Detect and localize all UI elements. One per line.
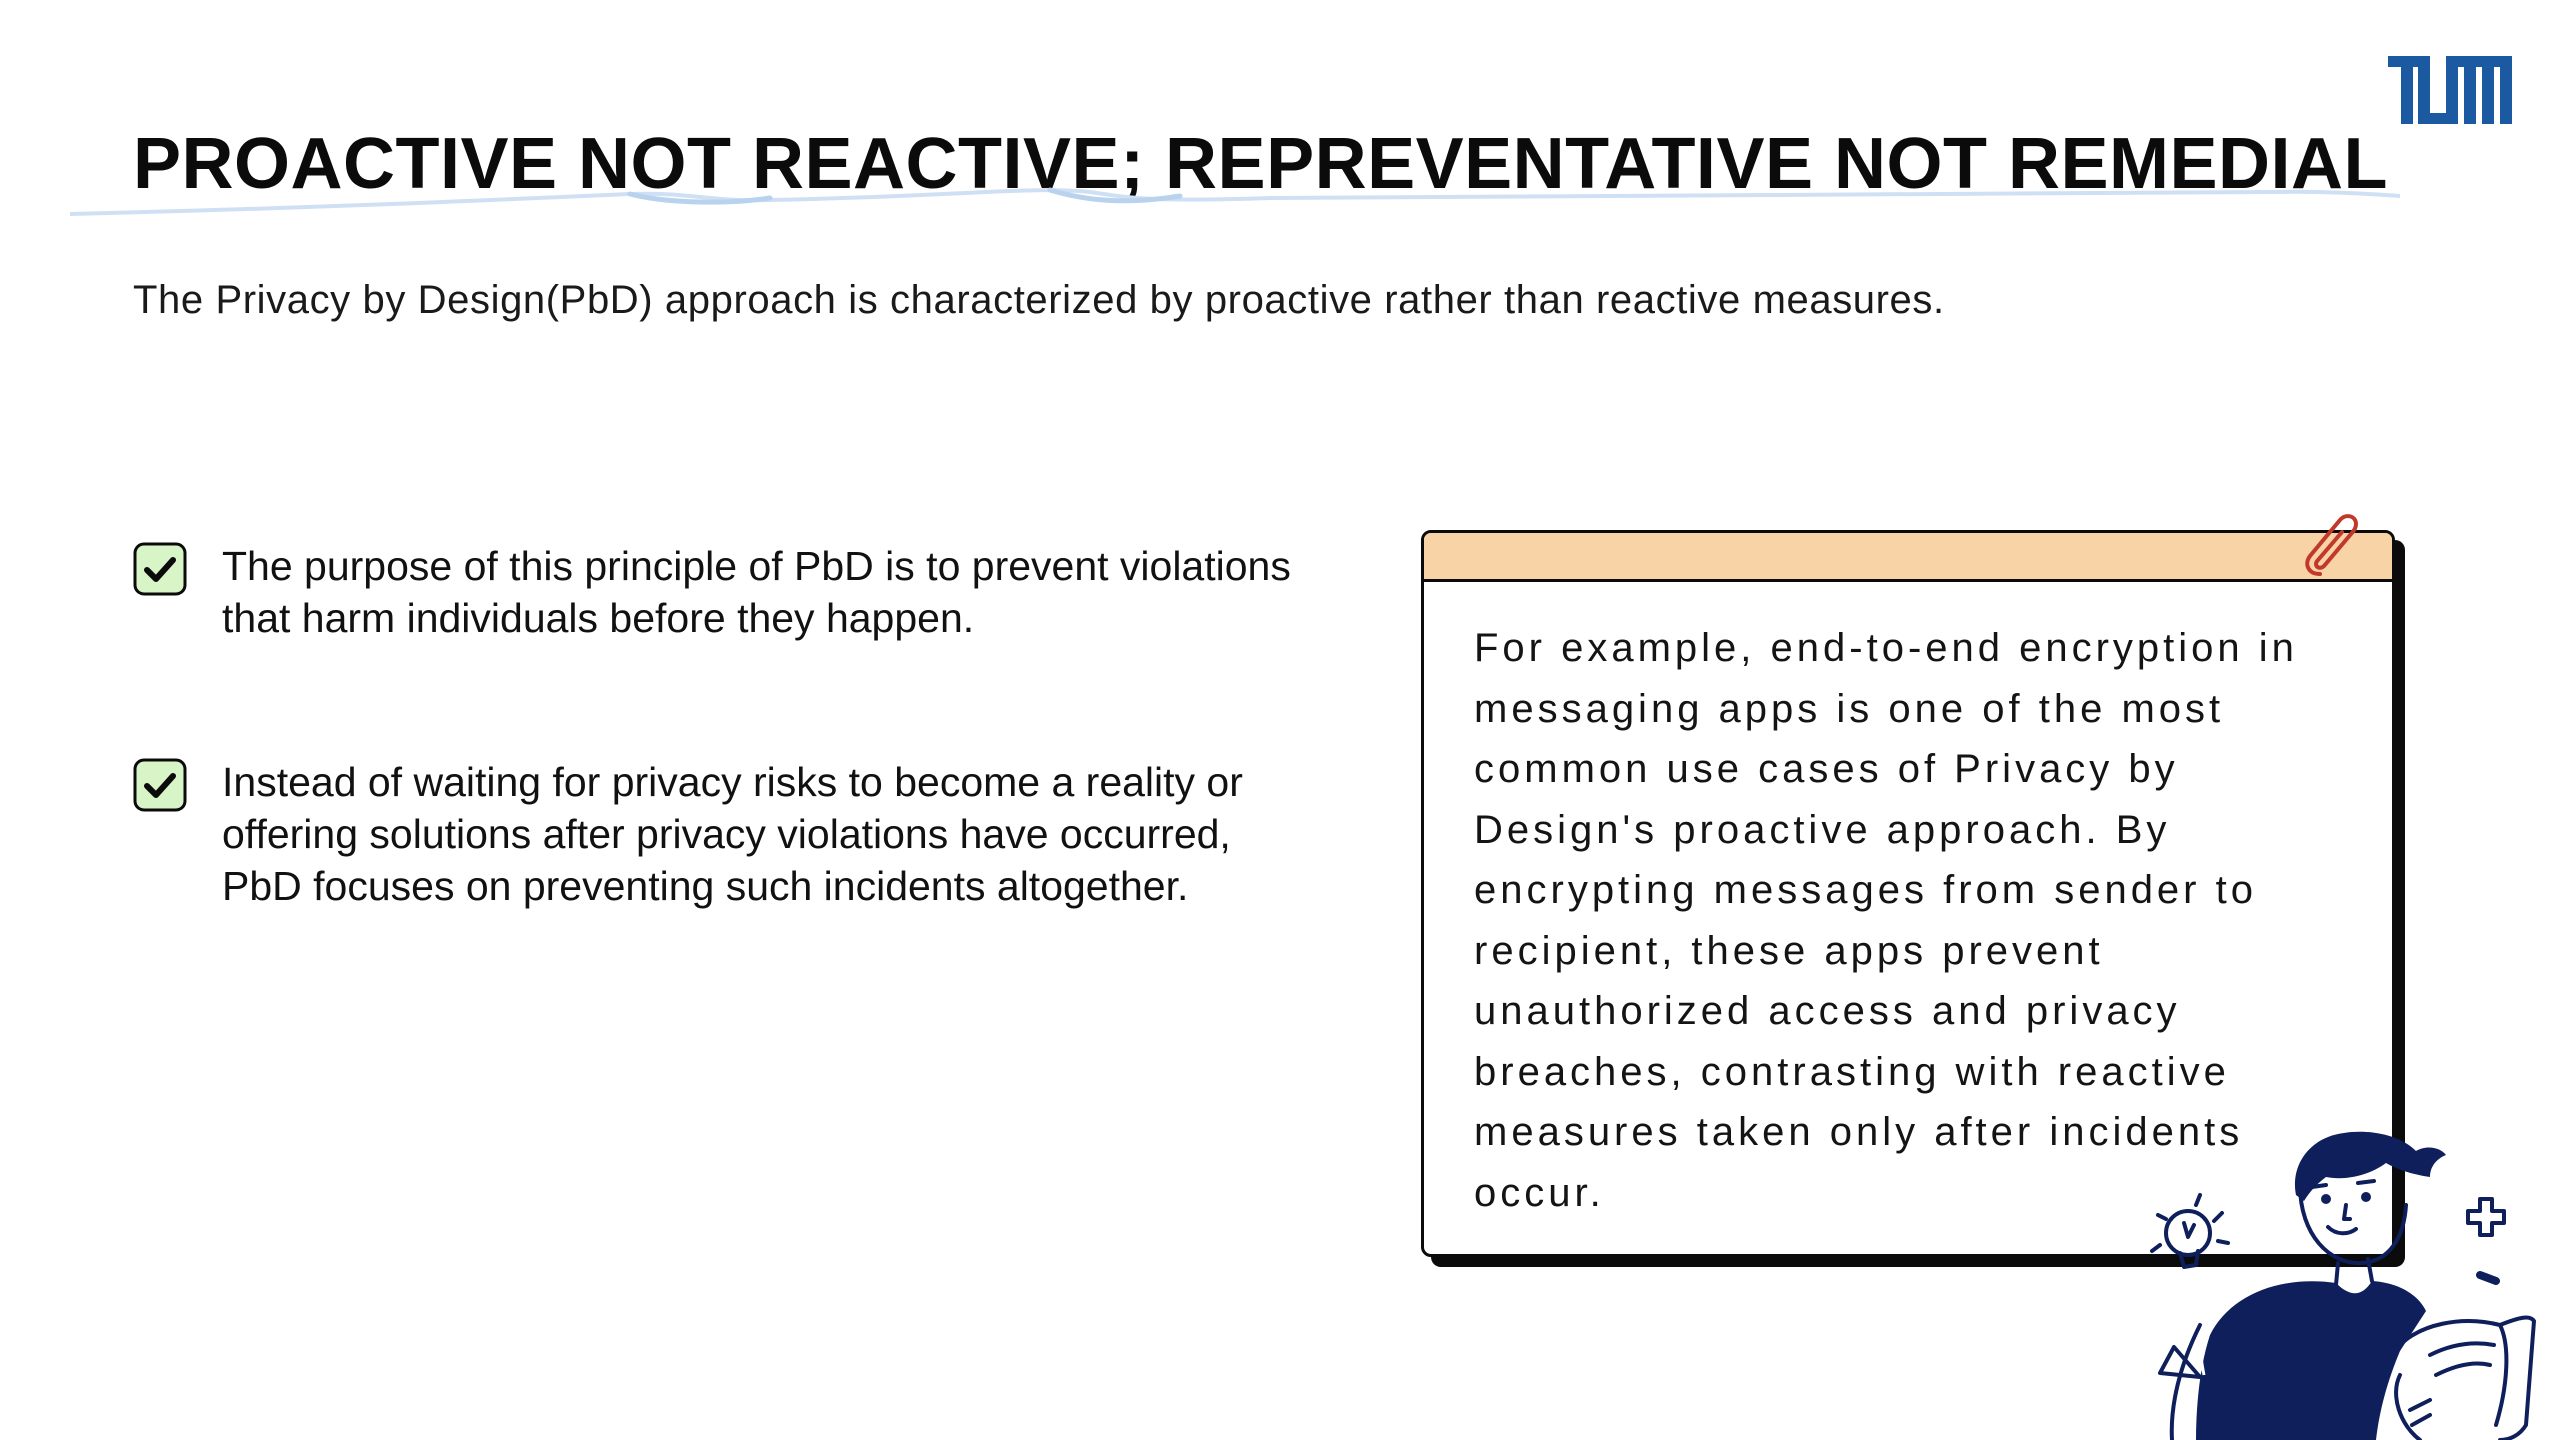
list-item-text: Instead of waiting for privacy risks to become a reality or offering solutions after privacy violations have occurred, PbD focuses on preventing such incidents altogether. (222, 759, 1243, 909)
list-item (133, 540, 1313, 644)
intro-text: The Privacy by Design(PbD) approach is characterized by proactive rather than reactive measures. (133, 278, 1945, 322)
checkbox-checked-icon (133, 758, 187, 812)
paperclip-icon (2298, 508, 2362, 584)
person-reading-book-illustration (2100, 1125, 2560, 1440)
page-title: PROACTIVE NOT REACTIVE; REPREVENTATIVE NOT REMEDIAL (133, 124, 2388, 204)
checkbox-checked-icon (133, 542, 187, 596)
list-item (133, 756, 1313, 912)
principle-list (133, 540, 1313, 912)
list-item-text: The purpose of this principle of PbD is to prevent violations that harm individuals before they happen. (222, 543, 1291, 641)
tum-logo (2388, 56, 2512, 124)
card-header-bar (1424, 533, 2392, 582)
example-text: For example, end-to-end encryption in messaging apps is one of the most common use cases of Privacy by Design's proactive approach. By encrypting messages from sender to recipient, these apps prevent unauthorized access and privacy breaches, contrasting with reactive measures taken only after incidents occur. (1474, 626, 2298, 1215)
title-underline-decoration (70, 182, 2400, 222)
